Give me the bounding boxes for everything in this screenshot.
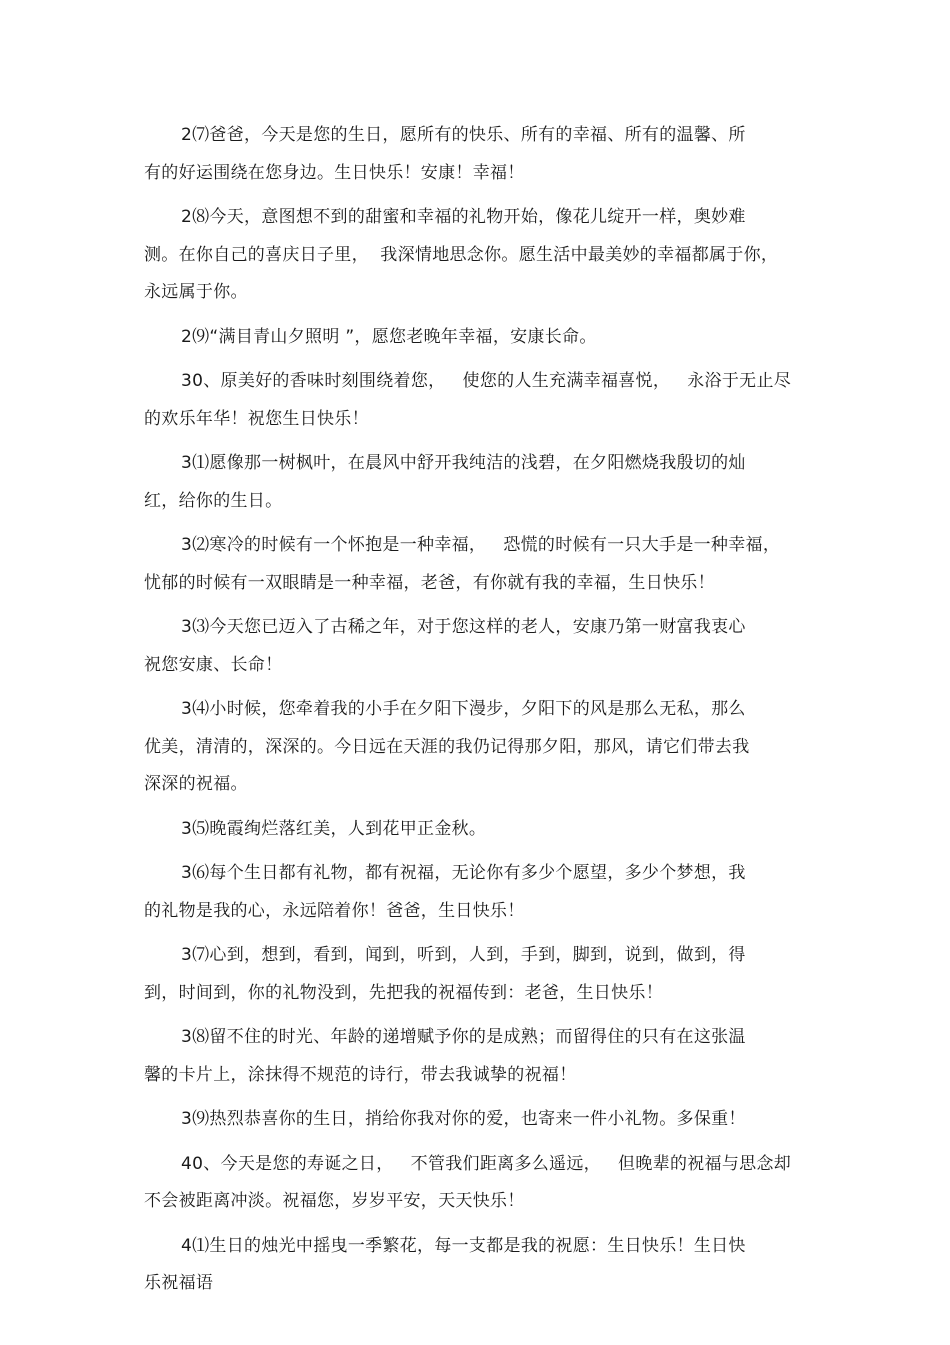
text-line: 3⑵寒冷的时候有一个怀抱是一种幸福， 恐慌的时候有一只大手是一种幸福， xyxy=(181,535,781,555)
paragraph xyxy=(144,363,814,438)
paragraph xyxy=(144,1019,814,1094)
text-line: 馨的卡片上，涂抹得不规范的诗行，带去我诚挚的祝福！ xyxy=(144,1064,577,1085)
text-line: 的欢乐年华！祝您生日快乐！ xyxy=(144,408,369,429)
text-line: 深深的祝福。 xyxy=(144,774,248,794)
text-line: 有的好运围绕在您身边。生日快乐！安康！幸福！ xyxy=(144,162,525,183)
paragraph xyxy=(144,319,814,357)
text-line: 乐祝福语 xyxy=(144,1273,214,1293)
paragraph xyxy=(144,199,814,312)
text-line: 3⑸晚霞绚烂落红美，人到花甲正金秋。 xyxy=(181,818,487,839)
text-line: 2⑼“满目青山夕照明 ”，愿您老晚年幸福，安康长命。 xyxy=(181,326,597,347)
document-body xyxy=(144,117,814,1310)
paragraph xyxy=(144,609,814,684)
text-line: 3⑹每个生日都有礼物，都有祝福，无论你有多少个愿望，多少个梦想，我 xyxy=(181,863,746,883)
text-line: 优美，清清的，深深的。今日远在天涯的我仍记得那夕阳，那风，请它们带去我 xyxy=(144,736,750,757)
paragraph xyxy=(144,445,814,520)
text-line: 永远属于你。 xyxy=(144,282,248,302)
text-line: 40、今天是您的寿诞之日， 不管我们距离多么遥远， 但晚辈的祝福与思念却 xyxy=(181,1153,792,1174)
paragraph xyxy=(144,117,814,192)
text-line: 2⑻今天，意图想不到的甜蜜和幸福的礼物开始，像花儿绽开一样，奥妙难 xyxy=(181,207,746,227)
paragraph xyxy=(144,527,814,602)
text-line: 3⑷小时候，您牵着我的小手在夕阳下漫步，夕阳下的风是那么无私，那么 xyxy=(181,699,746,719)
text-line: 3⑺心到，想到，看到，闻到，听到，人到，手到，脚到，说到，做到，得 xyxy=(181,945,746,965)
text-line: 红，给你的生日。 xyxy=(144,490,283,511)
text-line: 30、原美好的香味时刻围绕着您， 使您的人生充满幸福喜悦， 永浴于无止尽 xyxy=(181,371,792,391)
text-line: 3⑶今天您已迈入了古稀之年，对于您这样的老人，安康乃第一财富我衷心 xyxy=(181,617,746,637)
paragraph xyxy=(144,811,814,849)
text-line: 2⑺爸爸，今天是您的生日，愿所有的快乐、所有的幸福、所有的温馨、所 xyxy=(181,125,746,145)
text-line: 不会被距离冲淡。祝福您，岁岁平安，天天快乐！ xyxy=(144,1191,525,1211)
paragraph xyxy=(144,691,814,804)
paragraph xyxy=(144,1101,814,1139)
text-line: 3⑴愿像那一树枫叶，在晨风中舒开我纯洁的浅碧，在夕阳燃烧我殷切的灿 xyxy=(181,453,746,473)
text-line: 的礼物是我的心，永远陪着你！爸爸，生日快乐！ xyxy=(144,900,525,921)
text-line: 3⑼热烈恭喜你的生日，捎给你我对你的爱，也寄来一件小礼物。多保重！ xyxy=(181,1109,746,1129)
text-line: 忧郁的时候有一双眼睛是一种幸福，老爸，有你就有我的幸福，生日快乐！ xyxy=(144,572,715,593)
paragraph xyxy=(144,855,814,930)
text-line: 祝您安康、长命！ xyxy=(144,654,283,675)
paragraph xyxy=(144,1146,814,1221)
text-line: 测。在你自己的喜庆日子里， 我深情地思念你。愿生活中最美妙的幸福都属于你， xyxy=(144,244,779,265)
text-line: 4⑴生日的烛光中摇曳一季繁花，每一支都是我的祝愿：生日快乐！生日快 xyxy=(181,1235,746,1256)
text-line: 到，时间到，你的礼物没到，先把我的祝福传到：老爸，生日快乐！ xyxy=(144,982,663,1003)
paragraph xyxy=(144,1228,814,1303)
text-line: 3⑻留不住的时光、年龄的递增赋予你的是成熟；而留得住的只有在这张温 xyxy=(181,1027,746,1047)
paragraph xyxy=(144,937,814,1012)
